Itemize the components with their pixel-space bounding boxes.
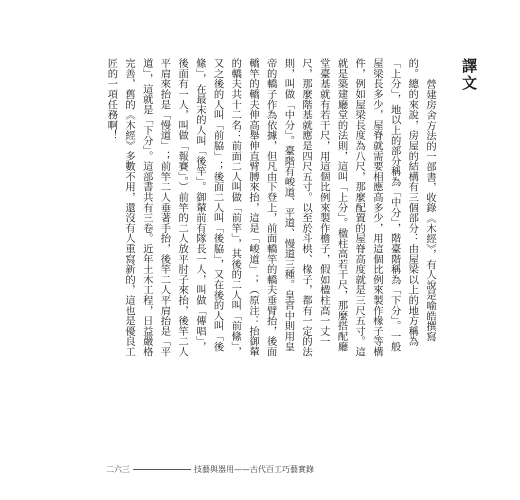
page-number: 二六三: [106, 465, 130, 474]
translation-body: [88, 58, 438, 358]
body-paragraph: 營建房舍方法的一部書，收錄《木經》，有人說是喻皓撰寫的。總的來說，房屋的結構有三個部分：由屋梁以上的地方稱為「上分」，地以上的部分稱為「中分」，階臺階稱為「下分」。一般屋梁長多少，屋脊就需要相應高多少，用這個比例來製作椽子等構件，例如屋梁長度為八尺，那麼配置的屋脊高度就是三尺五寸。這就是築建廳堂的法則，這叫「上分」。楹柱高若干尺，那麼搭配廳堂臺基就有若干尺，用這個比例來製作檐子，假如楹柱高一丈一尺，那麼階基就應是四尺五寸。以至於斗栱、椽子，都有一定的法則，叫做「中分」。臺階有峻道、平道、慢道三種。皇宮中則用皇帝的轎子作為依據，但凡由下登上，前面轎竿的轎夫垂臂抬，後面轎竿的轎夫伸高舉伸直臂膊來抬，這是「峻道」；（原注：抬御輦的轎夫共十二名：前面二人叫做「前竿」，其後的二人叫「前絛」，又之後的人叫「前脇」；後面二人叫「後脇」，又在後的人叫「後絛」，在最末的人叫「後竿」。御輦前有隊長一人，叫做「傳唱」，後面有一人，叫做「報賽」。）前竿的二人放平肘子來抬，後竿二人平肩來抬是「慢道」；前竿二人垂著手抬，後竿二人平肩抬是「平道」，這就是「下分」。這部書共有三卷。近年土木工程，日益嚴格完善，舊的《木經》多數不用，還沒有人重寫新的，這也是優良工匠的一項任務啊！: [105, 58, 436, 357]
section-title: 譯文: [460, 58, 478, 92]
page-footer: [106, 464, 314, 475]
footer-rule: [133, 469, 191, 470]
running-head: 技藝與器用——古代百工巧藝實錄: [194, 465, 314, 474]
